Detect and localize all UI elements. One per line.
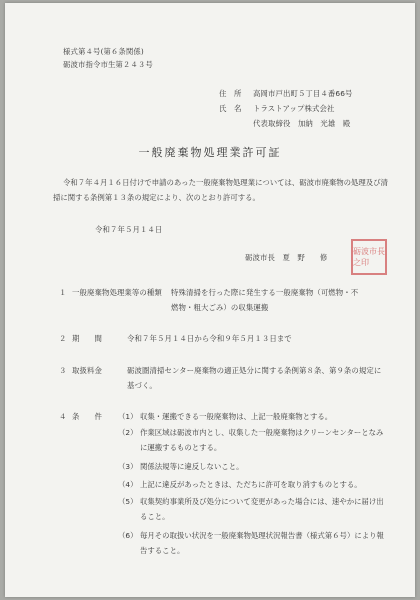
order-number: 砺波市指令市生第２４３号 [63,60,153,69]
seal-char [369,257,385,268]
document-title: 一般廃棄物処理業許可証 [138,146,282,159]
item-label: 条 件 [72,412,102,421]
item-text-cont: 燃物・粗大ごみ）の収集運搬 [171,303,269,312]
condition-text-cont: ること。 [140,512,170,521]
address-label: 住 所 [219,89,242,98]
item-number: １ [59,288,67,297]
condition-number: （6） [118,531,138,540]
condition-number: （3） [118,462,138,471]
applicant-address: 高岡市戸出町５丁目４番66号 [253,89,353,98]
item-label: 取扱料金 [72,366,102,375]
condition-text-cont: に運搬するものとする。 [140,443,222,452]
item-label: 期 間 [72,334,102,343]
condition-number: （1） [118,412,138,421]
seal-char: 之印 [353,258,369,267]
condition-number: （2） [118,428,138,437]
item-number: ３ [59,366,67,375]
form-number: 様式第４号(第６条関係) [63,47,144,56]
item-text: 砺波圏清掃センター廃棄物の適正処分に関する条例第８条、第９条の規定に [127,366,382,375]
condition-number: （5） [118,497,138,506]
condition-item [118,497,384,507]
condition-item [118,412,332,422]
item-number: ４ [59,412,67,421]
condition-text: 上記に違反があったときは、ただちに許可を取り消すものとする。 [140,480,362,489]
condition-item [118,480,362,490]
condition-item [118,428,383,438]
item-text-cont: 基づく。 [127,381,157,390]
condition-item [118,531,384,541]
official-seal [351,239,387,275]
condition-text: 作業区域は砺波市内とし、収集した一般廃棄物はクリーンセンターとなみ [140,428,384,437]
mayor-signature: 砺波市長 夏 野 修 [245,253,328,262]
condition-text: 関係法規等に違反しないこと。 [140,462,244,471]
condition-text: 収集・運搬できる一般廃棄物は、上記一般廃棄物とする。 [140,412,333,421]
document-page [5,3,415,597]
name-label: 氏 名 [219,104,242,113]
applicant-representative: 代表取締役 加納 光雄 殿 [253,119,351,128]
item-number: ２ [59,334,67,343]
condition-text: 毎月その取扱い状況を一般廃棄物処理状況報告書（様式第６号）により報 [140,531,384,540]
item-text: 特殊清掃を行った際に発生する一般廃棄物（可燃物・不 [171,288,359,297]
seal-char: 砺波 [353,247,369,256]
item-text: 令和７年５月１４日から令和９年５月１３日まで [127,334,292,343]
issue-date: 令和７年５月１４日 [95,225,163,234]
seal-char: 市長 [369,247,385,256]
condition-number: （4） [118,480,138,489]
condition-item [118,462,243,472]
permit-statement: 令和７年４月１６日付けで申請のあった一般廃棄物処理業については、砺波市廃棄物の処理及び清掃に関する条例第１３条の規定により、次のとおり許可する。 [53,178,388,202]
condition-text-cont: 告すること。 [140,546,185,555]
condition-text: 収集契約事業所及び処分について変更があった場合には、速やかに届け出 [140,497,384,506]
applicant-name: トラストアップ株式会社 [253,104,335,113]
item-label: 一般廃棄物処理業等の種類 [72,288,162,297]
